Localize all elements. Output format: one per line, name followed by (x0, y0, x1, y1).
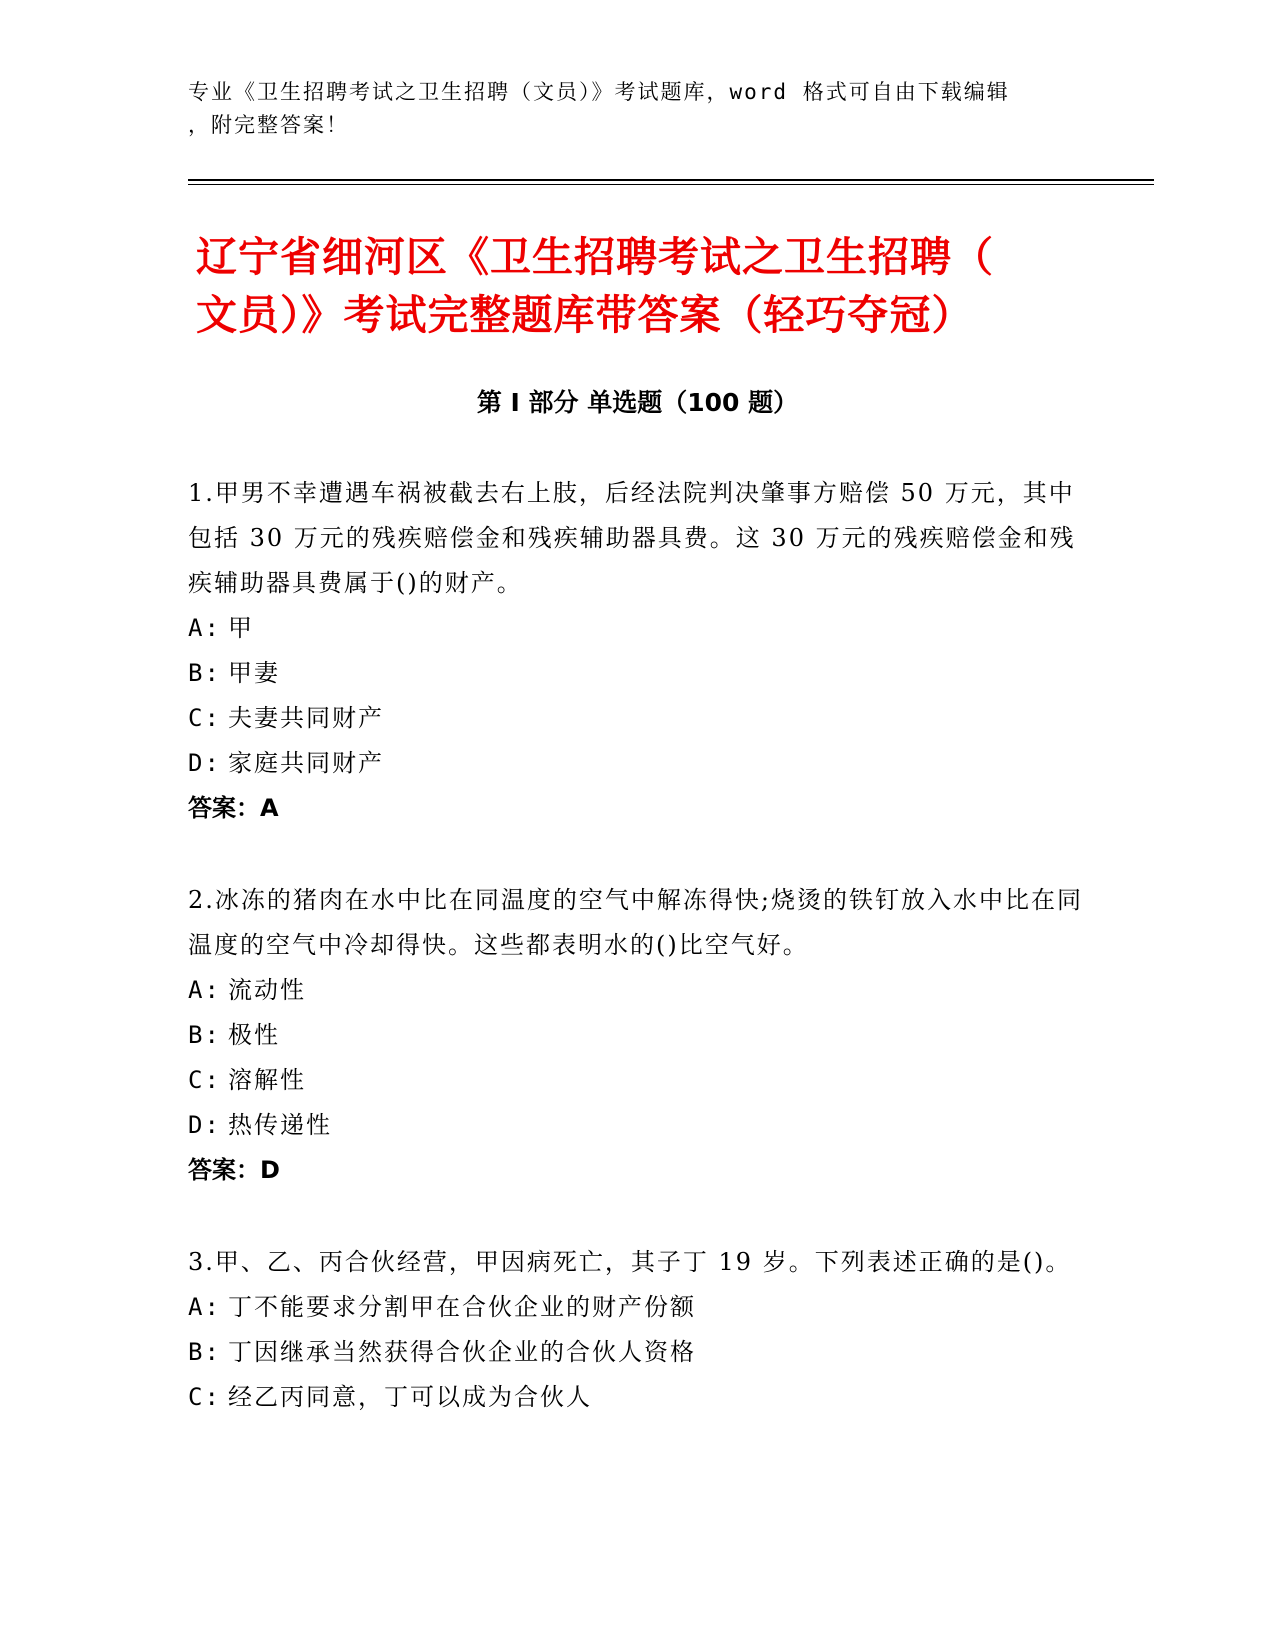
header-divider-thick (188, 179, 1154, 181)
option-text: 丁不能要求分割甲在合伙企业的财产份额 (228, 1293, 696, 1321)
option-key: B: (188, 1021, 221, 1049)
option-text: 极性 (228, 1021, 280, 1049)
option-text: 丁因继承当然获得合伙企业的合伙人资格 (228, 1338, 696, 1366)
option-c (188, 696, 1088, 741)
option-key: D: (188, 1111, 221, 1139)
document-title-line2: 文员）》考试完整题库带答案（轻巧夺冠） (196, 291, 974, 339)
option-key: A: (188, 1293, 221, 1321)
question-3 (188, 1240, 1088, 1420)
option-key: C: (188, 1066, 221, 1094)
header-note (188, 76, 1068, 142)
option-key: B: (188, 659, 221, 687)
option-key: C: (188, 704, 221, 732)
option-key: B: (188, 1338, 221, 1366)
option-c (188, 1375, 1088, 1420)
option-key: D: (188, 749, 221, 777)
option-key: A: (188, 614, 221, 642)
option-d (188, 1103, 1088, 1148)
option-key: A: (188, 976, 221, 1004)
section-heading: 第 I 部分 单选题（100 题） (476, 388, 799, 417)
header-divider-thin (188, 184, 1154, 185)
document-title (196, 228, 1096, 344)
option-b (188, 651, 1088, 696)
option-c (188, 1058, 1088, 1103)
option-text: 经乙丙同意，丁可以成为合伙人 (228, 1383, 592, 1411)
answer: 答案：A (188, 794, 279, 822)
option-a (188, 968, 1088, 1013)
option-text: 流动性 (228, 976, 306, 1004)
question-stem: 1.甲男不幸遭遇车祸被截去右上肢，后经法院判决肇事方赔偿 50 万元，其中包括 30 万元的残疾赔偿金和残疾辅助器具费。这 30 万元的残疾赔偿金和残疾辅助器具费属于()的财产。 (188, 479, 1076, 597)
option-key: C: (188, 1383, 221, 1411)
option-a (188, 1285, 1088, 1330)
header-note-line1: 专业《卫生招聘考试之卫生招聘（文员）》考试题库，word 格式可自由下载编辑 (188, 80, 1010, 104)
option-b (188, 1013, 1088, 1058)
question-1 (188, 471, 1088, 831)
document-title-line1: 辽宁省细河区《卫生招聘考试之卫生招聘（ (196, 233, 994, 281)
option-text: 溶解性 (228, 1066, 306, 1094)
option-text: 甲 (228, 614, 254, 642)
option-text: 甲妻 (228, 659, 280, 687)
option-text: 热传递性 (228, 1111, 332, 1139)
option-a (188, 606, 1088, 651)
question-stem: 2.冰冻的猪肉在水中比在同温度的空气中解冻得快;烧烫的铁钉放入水中比在同温度的空气中冷却得快。这些都表明水的()比空气好。 (188, 886, 1083, 959)
option-text: 夫妻共同财产 (228, 704, 384, 732)
option-d (188, 741, 1088, 786)
option-text: 家庭共同财产 (228, 749, 384, 777)
question-2 (188, 878, 1088, 1193)
question-stem: 3.甲、乙、丙合伙经营，甲因病死亡，其子丁 19 岁。下列表述正确的是()。 (188, 1248, 1072, 1276)
option-b (188, 1330, 1088, 1375)
answer: 答案：D (188, 1156, 280, 1184)
header-note-line2: ，附完整答案！ (188, 113, 349, 137)
